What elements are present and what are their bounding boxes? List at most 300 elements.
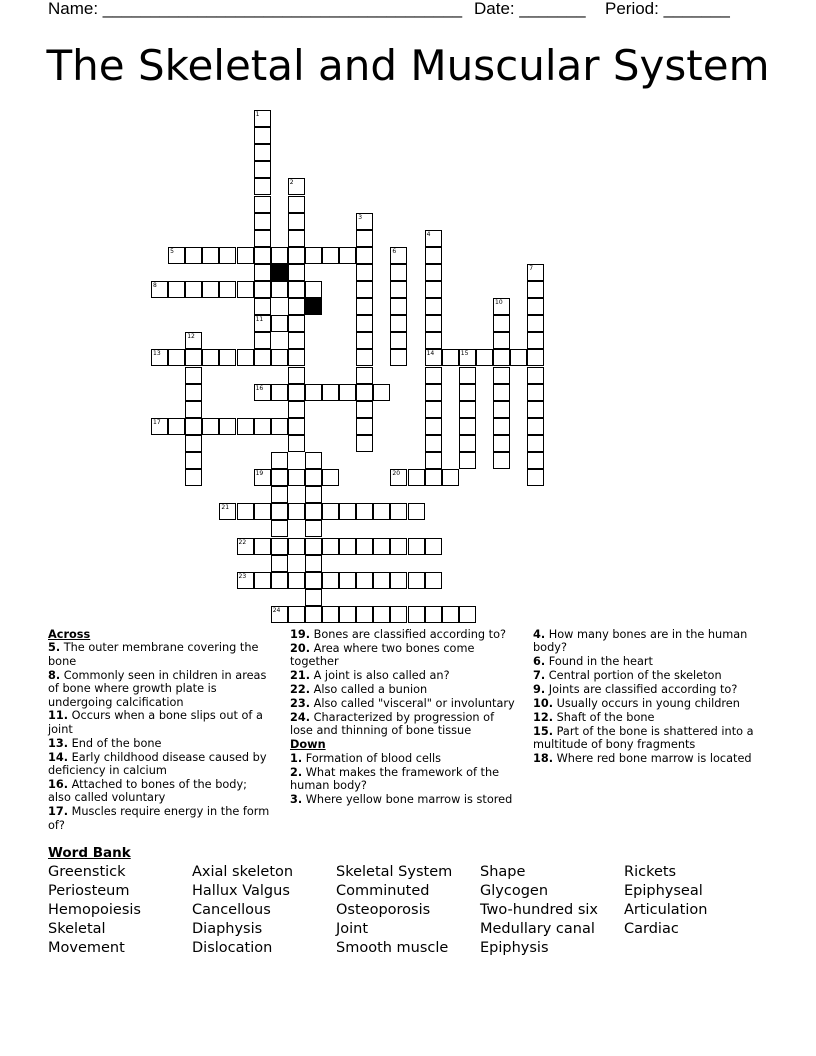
crossword-cell[interactable] [390, 315, 407, 332]
crossword-cell[interactable] [185, 247, 202, 264]
crossword-cell[interactable] [527, 315, 544, 332]
crossword-cell[interactable] [185, 418, 202, 435]
crossword-cell[interactable] [425, 469, 442, 486]
clue-text: Bones are classified according to? [310, 628, 506, 641]
crossword-cell[interactable] [356, 349, 373, 366]
crossword-cell[interactable] [288, 349, 305, 366]
crossword-cell[interactable] [237, 281, 254, 298]
clue-text: Formation of blood cells [302, 751, 442, 765]
word-bank-column [336, 863, 452, 958]
across-clue [48, 737, 273, 750]
crossword-cell[interactable] [322, 247, 339, 264]
word-bank-word: Diaphysis [192, 921, 263, 937]
crossword-cell[interactable] [254, 230, 271, 247]
crossword-cell[interactable] [527, 401, 544, 418]
crossword-cell[interactable] [288, 606, 305, 623]
crossword-cell[interactable] [459, 401, 476, 418]
clue-text: End of the bone [68, 736, 162, 750]
crossword-cell[interactable] [288, 315, 305, 332]
crossword-cell[interactable] [390, 572, 407, 589]
crossword-cell[interactable] [185, 349, 202, 366]
crossword-cell[interactable] [271, 572, 288, 589]
crossword-cell[interactable] [390, 281, 407, 298]
crossword-cell[interactable] [288, 469, 305, 486]
crossword-cell[interactable] [271, 486, 288, 503]
word-bank-word: Movement [48, 940, 125, 956]
crossword-cell[interactable] [271, 520, 288, 537]
crossword-cell[interactable] [288, 247, 305, 264]
crossword-cell[interactable] [356, 401, 373, 418]
word-bank-word: Two-hundred six [480, 902, 599, 918]
crossword-cell[interactable] [305, 247, 322, 264]
crossword-cell[interactable] [202, 247, 219, 264]
crossword-cell[interactable] [459, 418, 476, 435]
clue-text: Usually occurs in young children [553, 697, 740, 711]
crossword-cell[interactable] [527, 332, 544, 349]
crossword-cell[interactable] [356, 264, 373, 281]
across-clue [48, 751, 273, 778]
crossword-cell[interactable] [356, 247, 373, 264]
word-bank-word: Epiphysis [480, 940, 549, 956]
word-bank-word: Rickets [624, 864, 677, 880]
crossword-cell[interactable] [254, 298, 271, 315]
cell-number: 5 [170, 247, 174, 255]
clue-text: Occurs when a bone slips out of a joint [48, 709, 263, 736]
clues-column-1 [48, 628, 273, 833]
crossword-cell[interactable] [237, 503, 254, 520]
crossword-cell[interactable] [493, 418, 510, 435]
cell-number: 8 [153, 282, 157, 289]
period-field-label[interactable]: Period: _______ [605, 0, 730, 18]
crossword-cell[interactable] [356, 281, 373, 298]
crossword-cell[interactable] [305, 503, 322, 520]
cell-number: 24 [272, 606, 281, 614]
crossword-cell[interactable] [425, 572, 442, 589]
crossword-cell[interactable] [254, 110, 271, 127]
crossword-cell[interactable] [425, 349, 442, 366]
crossword-cell[interactable] [288, 178, 305, 195]
crossword-cell[interactable] [527, 384, 544, 401]
down-clue [533, 628, 768, 655]
crossword-cell[interactable] [527, 367, 544, 384]
crossword-cell[interactable] [373, 538, 390, 555]
cell-number: 21 [221, 504, 230, 512]
crossword-cell[interactable] [288, 538, 305, 555]
down-heading: Down [290, 738, 326, 752]
crossword-cell[interactable] [493, 349, 510, 366]
across-clue [48, 805, 273, 832]
crossword-cell[interactable] [185, 469, 202, 486]
crossword-cell[interactable] [305, 281, 322, 298]
crossword-cell[interactable] [373, 503, 390, 520]
crossword-cell[interactable] [390, 606, 407, 623]
crossword-cell[interactable] [408, 606, 425, 623]
crossword-cell[interactable] [373, 384, 390, 401]
crossword-cell[interactable] [339, 503, 356, 520]
date-field-label[interactable]: Date: _______ [474, 0, 586, 18]
crossword-cell[interactable] [254, 503, 271, 520]
clue-number: 9. [533, 683, 546, 697]
clue-text: Found in the heart [545, 655, 653, 669]
crossword-cell[interactable] [356, 418, 373, 435]
word-bank-title: Word Bank [48, 845, 131, 861]
crossword-cell[interactable] [356, 503, 373, 520]
crossword-cell[interactable] [271, 606, 288, 623]
crossword-cell[interactable] [527, 298, 544, 315]
crossword-cell[interactable] [151, 418, 168, 435]
crossword-cell[interactable] [425, 538, 442, 555]
crossword-cell[interactable] [271, 349, 288, 366]
crossword-cell[interactable] [202, 349, 219, 366]
crossword-cell[interactable] [305, 384, 322, 401]
crossword-cell[interactable] [373, 572, 390, 589]
crossword-cell[interactable] [254, 384, 271, 401]
crossword-cell[interactable] [305, 520, 322, 537]
crossword-cell[interactable] [254, 127, 271, 144]
crossword-cell[interactable] [493, 384, 510, 401]
crossword-cell[interactable] [408, 469, 425, 486]
clue-text: Joints are classified according to? [545, 683, 738, 697]
crossword-cell[interactable] [185, 452, 202, 469]
crossword-cell[interactable] [339, 606, 356, 623]
crossword-cell[interactable] [425, 332, 442, 349]
crossword-cell[interactable] [425, 418, 442, 435]
crossword-cell[interactable] [219, 281, 236, 298]
crossword-cell[interactable] [237, 418, 254, 435]
cell-number: 9 [306, 299, 311, 307]
crossword-cell[interactable] [339, 247, 356, 264]
crossword-cell[interactable] [254, 196, 271, 213]
crossword-cell[interactable] [493, 435, 510, 452]
crossword-cell[interactable] [168, 418, 185, 435]
clue-number: 17. [48, 805, 69, 819]
crossword-cell[interactable] [271, 538, 288, 555]
crossword-cell[interactable] [305, 538, 322, 555]
clue-number: 24. [290, 710, 311, 724]
crossword-cell[interactable] [390, 538, 407, 555]
crossword-cell[interactable] [271, 281, 288, 298]
word-bank-word: Greenstick [48, 864, 126, 880]
word-bank-word: Comminuted [336, 883, 430, 899]
crossword-cell[interactable] [339, 572, 356, 589]
crossword-cell[interactable] [459, 349, 476, 366]
crossword-cell[interactable] [356, 367, 373, 384]
crossword-cell[interactable] [254, 281, 271, 298]
crossword-cell[interactable] [168, 349, 185, 366]
crossword-cell[interactable] [288, 384, 305, 401]
crossword-cell[interactable] [408, 503, 425, 520]
clue-number: 18. [533, 752, 554, 766]
crossword-cell[interactable] [305, 486, 322, 503]
crossword-cell[interactable] [373, 606, 390, 623]
clues-column-3 [533, 628, 768, 766]
down-clue [533, 711, 768, 724]
word-bank-word: Axial skeleton [192, 864, 294, 880]
word-bank-word: Hallux Valgus [192, 883, 290, 899]
cell-number: 15 [460, 350, 469, 358]
word-bank-word: Hemopoiesis [48, 902, 141, 918]
crossword-cell[interactable] [271, 469, 288, 486]
crossword-cell[interactable] [527, 418, 544, 435]
crossword-cell[interactable] [288, 503, 305, 520]
word-bank-word: Glycogen [480, 883, 549, 899]
crossword-cell[interactable] [493, 452, 510, 469]
crossword-cell[interactable] [271, 452, 288, 469]
clue-number: 14. [48, 750, 69, 764]
crossword-cell[interactable] [425, 247, 442, 264]
word-bank-column [192, 863, 293, 958]
crossword-cell[interactable] [185, 332, 202, 349]
name-field-label[interactable]: Name: ______________________________________ [48, 0, 463, 18]
crossword-cell[interactable] [271, 315, 288, 332]
word-bank-word: Epiphyseal [624, 883, 703, 899]
crossword-cell[interactable] [322, 384, 339, 401]
crossword-cell[interactable] [459, 452, 476, 469]
crossword-cell[interactable] [425, 230, 442, 247]
crossword-cell[interactable] [408, 538, 425, 555]
crossword-cell[interactable] [237, 538, 254, 555]
crossword-cell[interactable] [305, 606, 322, 623]
clue-number: 5. [48, 641, 61, 655]
crossword-cell[interactable] [356, 384, 373, 401]
crossword-cell[interactable] [425, 452, 442, 469]
crossword-cell[interactable] [219, 247, 236, 264]
clue-text: Where red bone marrow is located [553, 752, 752, 766]
crossword-cell[interactable] [356, 230, 373, 247]
word-bank-word: Shape [480, 864, 526, 880]
crossword-cell[interactable] [390, 469, 407, 486]
crossword-cell[interactable] [219, 418, 236, 435]
crossword-cell[interactable] [339, 538, 356, 555]
across-clue [290, 669, 516, 682]
clue-text: How many bones are in the human body? [533, 628, 748, 655]
crossword-cell[interactable] [390, 247, 407, 264]
crossword-cell[interactable] [185, 367, 202, 384]
crossword-cell[interactable] [425, 264, 442, 281]
crossword-cell[interactable] [305, 452, 322, 469]
clue-text: Also called "visceral" or involuntary [310, 697, 515, 711]
down-clue [533, 683, 768, 696]
across-clue [290, 697, 516, 710]
crossword-cell[interactable] [356, 315, 373, 332]
crossword-cell[interactable] [459, 435, 476, 452]
crossword-cell[interactable] [288, 435, 305, 452]
cell-number: 20 [392, 470, 401, 478]
crossword-cell[interactable] [219, 503, 236, 520]
crossword-cell[interactable] [527, 264, 544, 281]
down-clue [533, 752, 768, 765]
down-clue [290, 793, 516, 806]
crossword-cell[interactable] [390, 349, 407, 366]
clues-column-2 [290, 628, 516, 807]
crossword-cell[interactable] [288, 332, 305, 349]
crossword-cell[interactable] [288, 572, 305, 589]
crossword-cell[interactable] [425, 401, 442, 418]
crossword-cell[interactable] [237, 349, 254, 366]
crossword-cell[interactable] [356, 332, 373, 349]
cell-number: 4 [426, 230, 431, 238]
cell-number: 14 [426, 350, 435, 358]
crossword-cell[interactable] [288, 401, 305, 418]
clue-number: 7. [533, 669, 546, 683]
crossword-cell[interactable] [254, 315, 271, 332]
crossword-cell[interactable] [408, 572, 425, 589]
cell-number: 16 [255, 384, 264, 392]
crossword-cell[interactable] [254, 161, 271, 178]
clue-text: Central portion of the skeleton [545, 669, 722, 683]
clue-number: 3. [290, 792, 303, 806]
word-bank-column [624, 863, 707, 939]
crossword-cell[interactable] [527, 469, 544, 486]
crossword-cell[interactable] [185, 435, 202, 452]
crossword-cell[interactable] [425, 298, 442, 315]
crossword-cell[interactable] [151, 349, 168, 366]
crossword-cell[interactable] [237, 572, 254, 589]
crossword-cell[interactable] [425, 435, 442, 452]
crossword-cell[interactable] [356, 572, 373, 589]
clue-number: 13. [48, 736, 69, 750]
crossword-cell[interactable] [185, 384, 202, 401]
cell-number: 1 [255, 111, 260, 118]
crossword-cell[interactable] [425, 281, 442, 298]
crossword-cell[interactable] [219, 349, 236, 366]
crossword-cell[interactable] [254, 213, 271, 230]
crossword-cell[interactable] [185, 401, 202, 418]
crossword-cell[interactable] [185, 281, 202, 298]
clue-number: 4. [533, 628, 546, 641]
crossword-cell[interactable] [288, 418, 305, 435]
crossword-cell[interactable] [527, 349, 544, 366]
word-bank-word: Medullary canal [480, 921, 595, 937]
crossword-cell[interactable] [254, 332, 271, 349]
crossword-cell[interactable] [305, 572, 322, 589]
crossword-cell[interactable] [493, 367, 510, 384]
crossword-cell[interactable] [442, 606, 459, 623]
crossword-cell[interactable] [493, 298, 510, 315]
crossword-cell[interactable] [254, 538, 271, 555]
crossword-cell[interactable] [271, 555, 288, 572]
down-clue [533, 669, 768, 682]
crossword-cell[interactable] [271, 247, 288, 264]
clue-number: 11. [48, 709, 69, 723]
crossword-cell[interactable] [425, 606, 442, 623]
clue-number: 23. [290, 697, 311, 711]
crossword-cell[interactable] [288, 298, 305, 315]
crossword-cell[interactable] [493, 315, 510, 332]
crossword-cell[interactable] [527, 281, 544, 298]
crossword-cell[interactable] [254, 349, 271, 366]
across-clue [48, 709, 273, 736]
crossword-cell[interactable] [527, 435, 544, 452]
crossword-cell[interactable] [425, 315, 442, 332]
crossword-cell[interactable] [202, 418, 219, 435]
crossword-cell[interactable] [254, 469, 271, 486]
crossword-cell[interactable] [288, 264, 305, 281]
crossword-cell[interactable] [288, 213, 305, 230]
crossword-cell[interactable] [459, 367, 476, 384]
page-title: The Skeletal and Muscular System [46, 41, 770, 90]
crossword-cell[interactable] [322, 503, 339, 520]
cell-number: 7 [529, 264, 534, 272]
clue-text: Commonly seen in children in areas of bone where growth plate is undergoing calcification [48, 668, 267, 709]
crossword-cell[interactable] [271, 503, 288, 520]
crossword-cell[interactable] [322, 606, 339, 623]
crossword-cell[interactable] [356, 606, 373, 623]
crossword-cell[interactable] [254, 264, 271, 281]
crossword-cell[interactable] [390, 264, 407, 281]
down-clue [533, 725, 768, 752]
crossword-cell[interactable] [254, 178, 271, 195]
crossword-cell[interactable] [356, 298, 373, 315]
cell-number: 12 [187, 333, 195, 341]
crossword-cell[interactable] [254, 418, 271, 435]
crossword-cell[interactable] [305, 589, 322, 606]
crossword-cell[interactable] [425, 367, 442, 384]
crossword-cell[interactable] [254, 144, 271, 161]
across-clue [290, 628, 516, 641]
crossword-cell[interactable] [322, 538, 339, 555]
crossword-cell[interactable] [390, 332, 407, 349]
crossword-cell[interactable] [305, 555, 322, 572]
crossword-cell[interactable] [322, 572, 339, 589]
crossword-cell[interactable] [288, 367, 305, 384]
cell-number: 10 [495, 299, 503, 307]
crossword-cell[interactable] [390, 503, 407, 520]
cell-number: 22 [238, 538, 247, 546]
word-bank-column [480, 863, 598, 958]
word-bank-word: Cardiac [624, 921, 679, 937]
crossword-cell[interactable] [459, 384, 476, 401]
crossword-cell[interactable] [322, 469, 339, 486]
crossword-cell[interactable] [459, 606, 476, 623]
crossword-cell[interactable] [442, 349, 459, 366]
crossword-cell[interactable] [271, 418, 288, 435]
crossword-cell[interactable] [305, 469, 322, 486]
crossword-cell[interactable] [493, 401, 510, 418]
crossword-black-cell [305, 298, 322, 315]
crossword-cell[interactable] [356, 435, 373, 452]
crossword-cell[interactable] [390, 298, 407, 315]
crossword-cell[interactable] [493, 332, 510, 349]
crossword-cell[interactable] [168, 247, 185, 264]
clue-number: 21. [290, 669, 311, 683]
crossword-cell[interactable] [510, 349, 527, 366]
clue-number: 12. [533, 710, 554, 724]
crossword-cell[interactable] [151, 281, 168, 298]
crossword-cell[interactable] [356, 538, 373, 555]
crossword-cell[interactable] [476, 349, 493, 366]
crossword-cell[interactable] [288, 281, 305, 298]
word-bank-word: Skeletal [48, 921, 106, 937]
crossword-cell[interactable] [288, 230, 305, 247]
crossword-cell[interactable] [442, 469, 459, 486]
crossword-black-cell [271, 264, 288, 281]
cell-number: 23 [238, 572, 247, 580]
crossword-cell[interactable] [288, 196, 305, 213]
crossword-cell[interactable] [527, 452, 544, 469]
crossword-cell[interactable] [168, 281, 185, 298]
crossword-cell[interactable] [356, 213, 373, 230]
clue-number: 20. [290, 641, 311, 655]
crossword-cell[interactable] [339, 384, 356, 401]
crossword-cell[interactable] [254, 247, 271, 264]
crossword-cell[interactable] [425, 384, 442, 401]
word-bank-word: Skeletal System [336, 864, 453, 880]
crossword-cell[interactable] [254, 572, 271, 589]
crossword-cell[interactable] [202, 281, 219, 298]
crossword-cell[interactable] [237, 247, 254, 264]
crossword-cell[interactable] [271, 384, 288, 401]
